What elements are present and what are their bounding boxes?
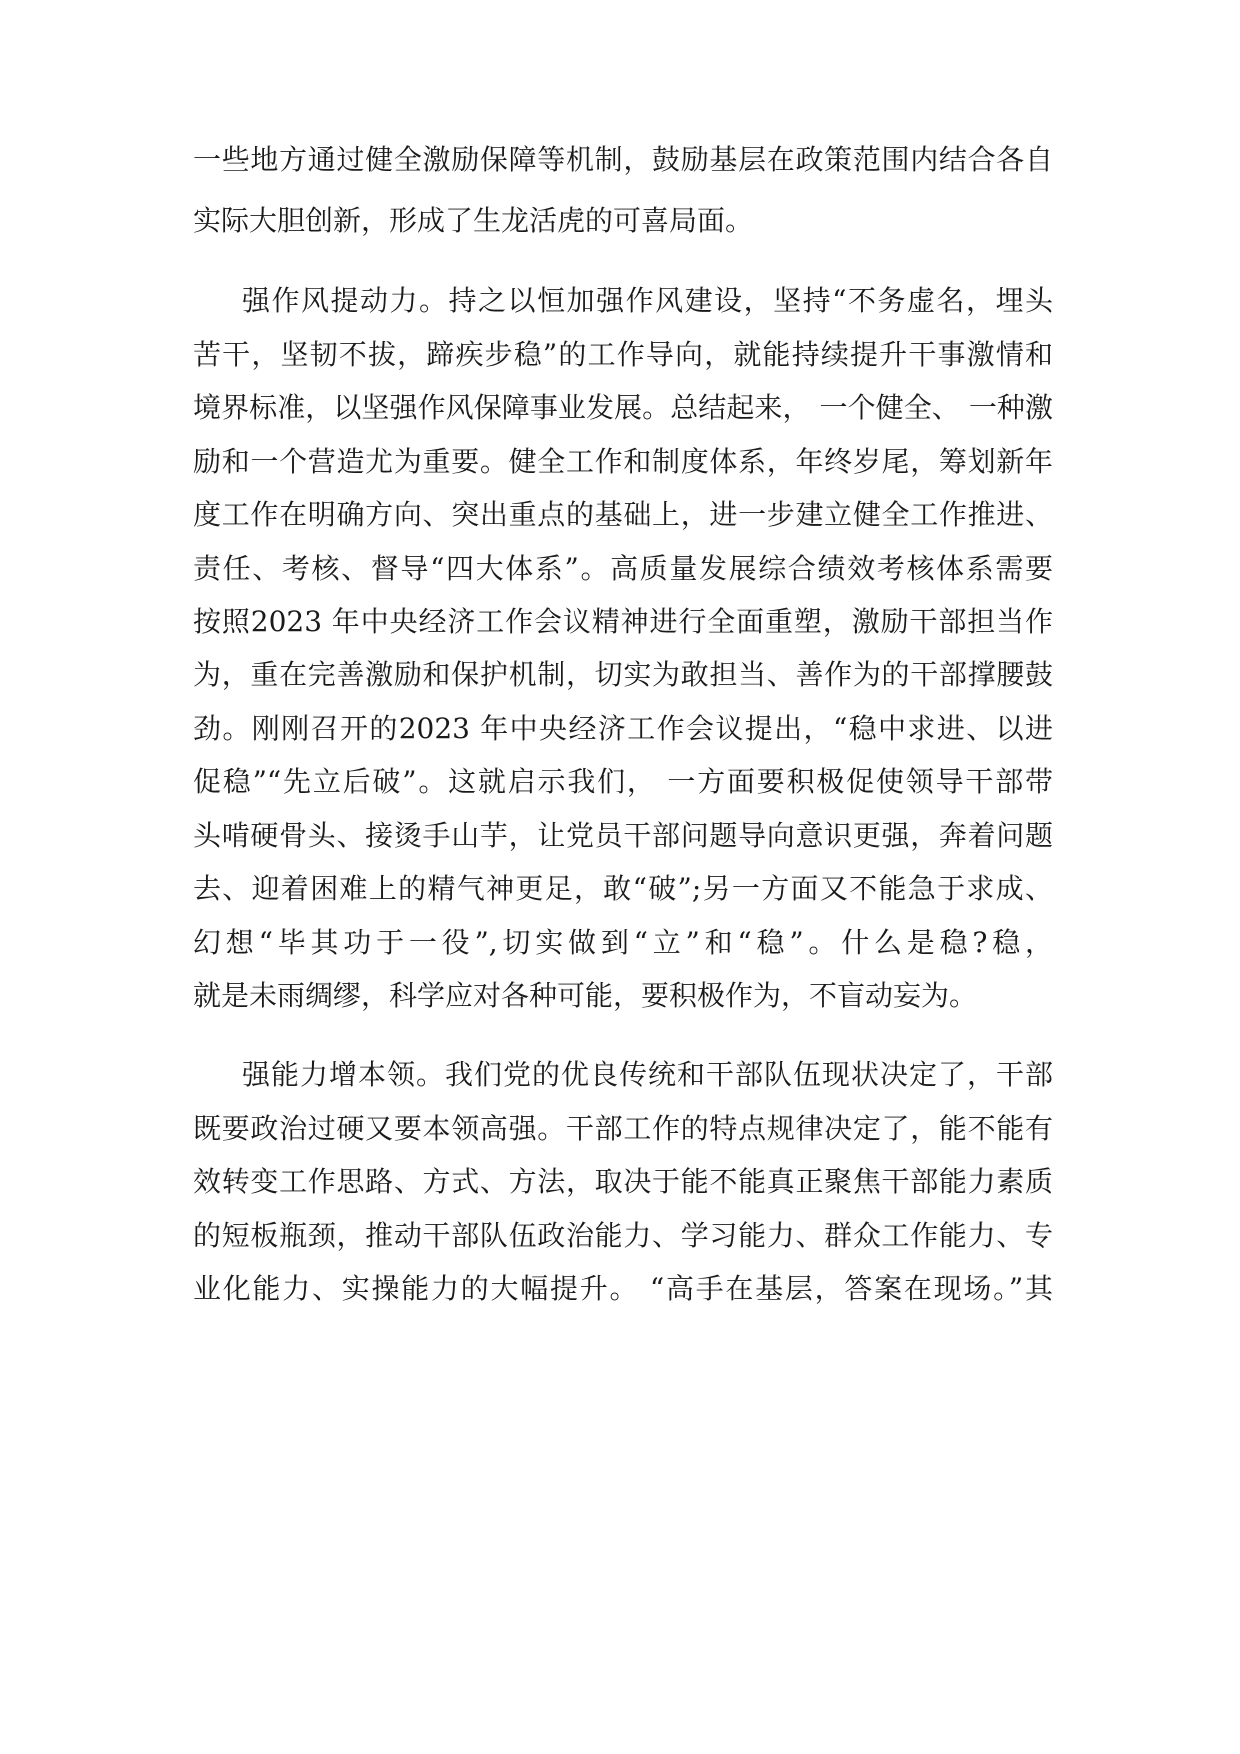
paragraph-2-line-3: 境界标准，以坚强作风保障事业发展。总结起来， 一个健全、 一种激 xyxy=(193,391,1053,424)
paragraph-2-line-1: 强作风提动力。持之以恒加强作风建设，坚持“不务虚名，埋头 xyxy=(242,284,1053,317)
paragraph-2-line-4: 励和一个营造尤为重要。健全工作和制度体系，年终岁尾，筹划新年 xyxy=(193,445,1053,478)
paragraph-2-line-7: 按照2023 年中央经济工作会议精神进行全面重塑，激励干部担当作 xyxy=(193,605,1053,638)
paragraph-3-line-3: 效转变工作思路、方式、方法，取决于能不能真正聚焦干部能力素质 xyxy=(193,1165,1053,1198)
paragraph-3-line-5: 业化能力、实操能力的大幅提升。 “高手在基层，答案在现场。”其 xyxy=(193,1272,1053,1305)
paragraph-3-line-1: 强能力增本领。我们党的优良传统和干部队伍现状决定了，干部 xyxy=(242,1058,1053,1091)
paragraph-2-line-5: 度工作在明确方向、突出重点的基础上，进一步建立健全工作推进、 xyxy=(193,498,1053,531)
paragraph-2-line-12: 去、迎着困难上的精气神更足，敢“破”;另一方面又不能急于求成、 xyxy=(193,872,1053,905)
paragraph-2-line-13: 幻想“毕其功于一役”,切实做到“立”和“稳”。什么是稳?稳， xyxy=(193,926,1053,959)
paragraph-2-line-10: 促稳”“先立后破”。这就启示我们， 一方面要积极促使领导干部带 xyxy=(193,765,1053,798)
paragraph-2-line-8: 为，重在完善激励和保护机制，切实为敢担当、善作为的干部撑腰鼓 xyxy=(193,658,1053,691)
paragraph-2-line-6: 责任、考核、督导“四大体系”。高质量发展综合绩效考核体系需要 xyxy=(193,552,1053,585)
paragraph-1-line-1: 一些地方通过健全激励保障等机制，鼓励基层在政策范围内结合各自 xyxy=(193,143,1053,176)
paragraph-2-line-2: 苦干，坚韧不拔，蹄疾步稳”的工作导向，就能持续提升干事激情和 xyxy=(193,338,1053,371)
paragraph-2-line-9: 劲。刚刚召开的2023 年中央经济工作会议提出，“稳中求进、以进 xyxy=(193,712,1053,745)
paragraph-3-line-2: 既要政治过硬又要本领高强。干部工作的特点规律决定了，能不能有 xyxy=(193,1112,1053,1145)
paragraph-3-line-4: 的短板瓶颈，推动干部队伍政治能力、学习能力、群众工作能力、专 xyxy=(193,1219,1053,1252)
paragraph-1-line-2: 实际大胆创新，形成了生龙活虎的可喜局面。 xyxy=(193,204,754,237)
paragraph-2-line-11: 头啃硬骨头、接烫手山芋，让党员干部问题导向意识更强，奔着问题 xyxy=(193,819,1053,852)
paragraph-2-line-14: 就是未雨绸缪，科学应对各种可能，要积极作为，不盲动妄为。 xyxy=(193,979,978,1012)
